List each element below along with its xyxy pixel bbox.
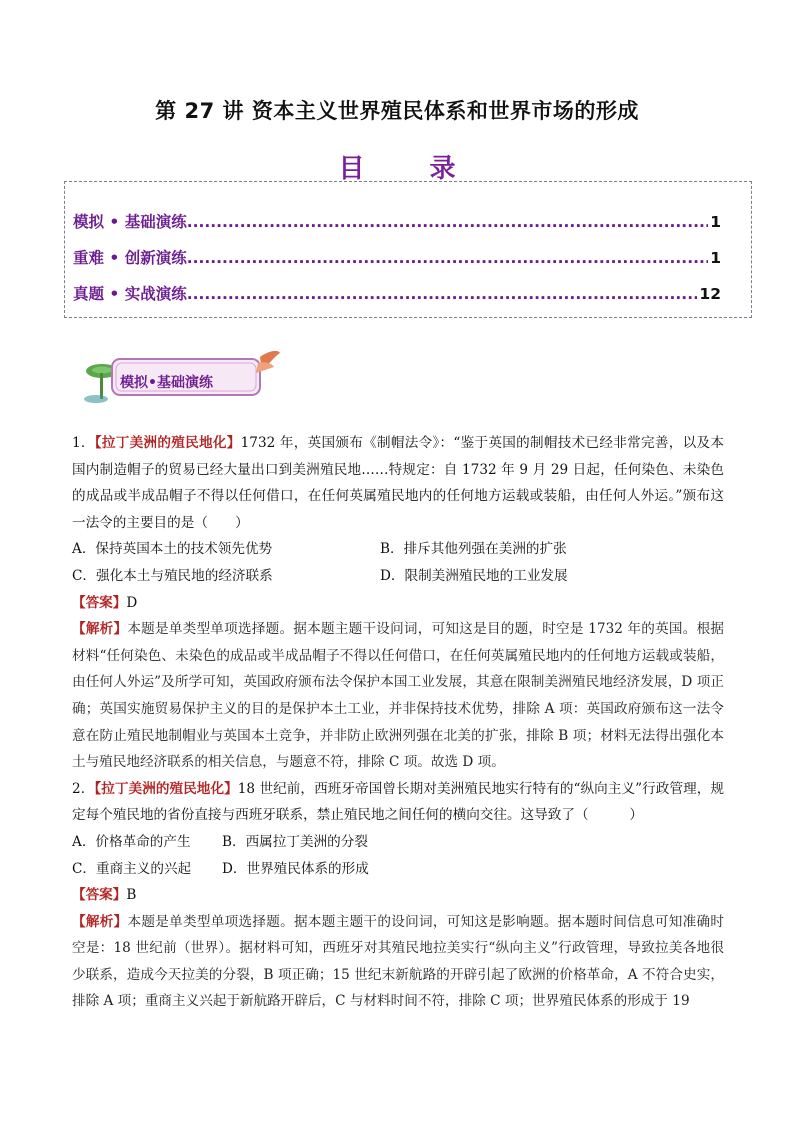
question-2-analysis xyxy=(72,909,724,1015)
section-banner-label: 模拟•基础演练 xyxy=(120,375,213,391)
analysis-text: 本题是单类型单项选择题。据本题主题干的设问词，可知这是影响题。据本题时间信息可知准确时空是：18 世纪前（世界）。据材料可知，西班牙对其殖民地拉美实行“纵向主义”行政管理，导致拉美各地很少联系，造成今天拉美的分裂，B 项正确；15 世纪末新航路的开辟引起了欧洲的价格革命，A 不符合史实，排除 A 项；重商主义兴起于新航路开辟后，C 与材料时间不符，排除 C 项；世界殖民体系的形成于 19 xyxy=(72,913,724,1010)
question-list xyxy=(72,430,724,1015)
option-b[interactable]: B．排斥其他列强在美洲的扩张 xyxy=(380,541,567,558)
question-1-options-row-2 xyxy=(72,563,724,590)
question-text: 18 世纪前，西班牙帝国曾长期对美洲殖民地实行特有的“纵向主义”行政管理，规定每个殖民地的省份直接与西班牙联系，禁止殖民地之间任何的横向交往。这导致了（ ） xyxy=(72,780,725,824)
toc-leader-dots xyxy=(187,285,698,303)
toc-leader-dots xyxy=(187,213,709,231)
question-2-options-row-2 xyxy=(72,856,724,883)
question-number: 2． xyxy=(72,780,95,797)
toc-item-label: 重难 • 创新演练 xyxy=(73,249,187,267)
question-1-answer xyxy=(72,590,724,617)
answer-value: D xyxy=(126,594,138,611)
toc-item-basic[interactable] xyxy=(73,210,721,232)
toc-item-real-exam[interactable] xyxy=(73,282,721,304)
toc-heading: 目 录 xyxy=(338,154,484,184)
answer-label: 【答案】 xyxy=(72,594,127,611)
option-c[interactable]: C．强化本土与殖民地的经济联系 xyxy=(72,567,273,584)
option-a[interactable]: A．价格革命的产生 xyxy=(72,833,191,850)
option-a[interactable]: A．保持英国本土的技术领先优势 xyxy=(72,541,273,558)
toc-item-label: 真题 • 实战演练 xyxy=(73,285,187,303)
toc-item-label: 模拟 • 基础演练 xyxy=(73,213,187,231)
option-d[interactable]: D．限制美洲殖民地的工业发展 xyxy=(380,567,568,584)
toc-item-advanced[interactable] xyxy=(73,246,721,268)
question-2-options-row-1 xyxy=(72,829,724,856)
analysis-text: 本题是单类型单项选择题。据本题主题干设问词，可知这是目的题，时空是 1732 年的英国。根据材料“任何染色、未染色的成品或半成品帽子不得以任何借口，在任何英属殖民地内的任何地方运载或装船，由任何人外运”及所学可知，英国政府颁布法令保护本国工业发展，其意在限制美洲殖民地经济发展，D 项正确；英国实施贸易保护主义的目的是保护本土工业，并非保持技术优势，排除 A 项：英国政府颁布这一法令意在防止殖民地制帽业与英国本土竞争，并非防止欧洲列强在北美的扩张，排除 B 项；材料无法得出强化本土与殖民地经济联系的相关信息，与题意不符，排除 C 项。故选 D 项。 xyxy=(72,621,725,771)
question-2-answer xyxy=(72,882,724,909)
answer-value: B xyxy=(126,887,137,904)
option-c[interactable]: C．重商主义的兴起 xyxy=(72,860,192,877)
analysis-label: 【解析】 xyxy=(72,621,128,638)
feather-icon xyxy=(256,351,280,373)
option-b[interactable]: B．西属拉丁美洲的分裂 xyxy=(222,833,368,850)
toc-item-page: 12 xyxy=(699,285,721,303)
question-tag: 【拉丁美洲的殖民地化】 xyxy=(94,435,241,451)
answer-label: 【答案】 xyxy=(72,887,127,904)
question-1-stem xyxy=(72,430,724,536)
page-title: 第 27 讲 资本主义世界殖民体系和世界市场的形成 xyxy=(155,99,639,123)
question-1-options-row-1 xyxy=(72,536,724,563)
option-d[interactable]: D．世界殖民体系的形成 xyxy=(222,860,369,877)
question-1-analysis xyxy=(72,616,724,776)
analysis-label: 【解析】 xyxy=(72,913,128,930)
toc-item-page: 1 xyxy=(710,213,721,231)
question-2-stem xyxy=(72,776,724,829)
question-text: 1732 年，英国颁布《制帽法令》：“鉴于英国的制帽技术已经非常完善，以及本国内制造帽子的贸易已经大量出口到美洲殖民地……特规定：自 1732 年 9 月 29 日起，任何染色、未染色的成品或半成品帽子不得以任何借口，在任何英属殖民地内的任何地方运载或装船，由任何人外运。”颁布这一法令的主要目的是（ ） xyxy=(72,435,724,531)
toc-item-page: 1 xyxy=(710,249,721,267)
question-number: 1． xyxy=(72,435,95,451)
table-of-contents xyxy=(64,181,752,318)
toc-leader-dots xyxy=(187,249,709,267)
question-tag: 【拉丁美洲的殖民地化】 xyxy=(94,780,238,797)
